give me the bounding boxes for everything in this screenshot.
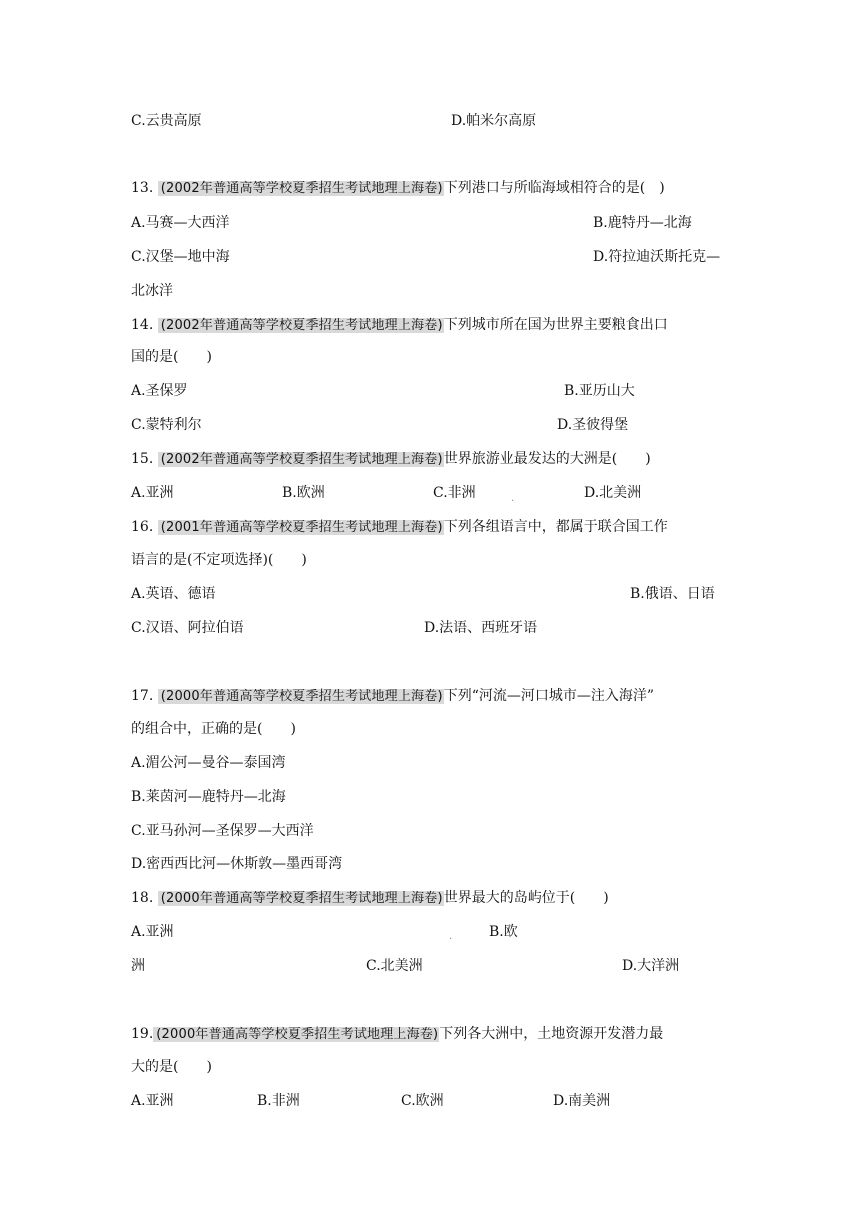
question-number: 19. [131, 1026, 154, 1042]
source-label: (2000年普通高等学校夏季招生考试地理上海卷) [158, 891, 444, 906]
q16-option-b: B.俄语、日语 [630, 586, 715, 602]
stray-dot-mark: . [511, 493, 515, 504]
question-stem: 下列各大洲中，土地资源开发潜力最 [439, 1026, 664, 1042]
q19-option-c: C.欧洲 [401, 1093, 444, 1109]
q19-option-a: A.亚洲 [131, 1093, 174, 1109]
q17-stem-cont: 的组合中，正确的是( ) [131, 721, 296, 737]
source-label: (2002年普通高等学校夏季招生考试地理上海卷) [158, 452, 444, 467]
question-number: 15. [131, 451, 154, 467]
q14-stem-line [131, 315, 668, 335]
q15-option-d: D.北美洲 [584, 485, 642, 501]
q14-stem-cont: 国的是( ) [131, 349, 212, 365]
q15-stem-line [131, 449, 651, 469]
q18-option-b: B.欧 [489, 924, 518, 940]
q19-option-d: D.南美洲 [553, 1093, 611, 1109]
question-number: 18. [131, 890, 154, 906]
question-stem: 下列城市所在国为世界主要粮食出口 [443, 317, 668, 333]
question-stem: 世界旅游业最发达的大洲是( ) [443, 451, 651, 467]
q15-option-a: A.亚洲 [131, 485, 174, 501]
q18-option-d: D.大洋洲 [622, 958, 680, 974]
q16-option-a: A.英语、德语 [131, 586, 216, 602]
q16-option-d: D.法语、西班牙语 [424, 620, 538, 636]
q19-stem-cont: 大的是( ) [131, 1059, 212, 1075]
source-label: (2002年普通高等学校夏季招生考试地理上海卷) [158, 318, 444, 333]
q16-option-c: C.汉语、阿拉伯语 [131, 620, 244, 636]
q18-option-b-cont: 洲 [131, 958, 145, 974]
q19-stem-line [131, 1024, 663, 1044]
q19-option-b: B.非洲 [257, 1093, 300, 1109]
question-stem: 世界最大的岛屿位于( ) [443, 890, 609, 906]
question-number: 14. [131, 317, 154, 333]
q15-option-c: C.非洲 [433, 485, 476, 501]
q17-option-a: A.湄公河—曼谷—泰国湾 [131, 755, 286, 771]
q17-option-b: B.莱茵河—鹿特丹—北海 [131, 789, 286, 805]
q18-option-a: A.亚洲 [131, 924, 174, 940]
source-label: (2002年普通高等学校夏季招生考试地理上海卷) [158, 181, 444, 196]
source-label: (2001年普通高等学校夏季招生考试地理上海卷) [158, 520, 444, 535]
q18-stem-line [131, 888, 609, 908]
question-stem: 下列港口与所临海域相符合的是( ) [443, 180, 665, 196]
stray-dot-mark: . [449, 931, 453, 942]
q13-option-c: C.汉堡—地中海 [131, 249, 230, 265]
q14-option-d: D.圣彼得堡 [557, 417, 629, 433]
q17-option-d: D.密西西比河—休斯敦—墨西哥湾 [131, 856, 343, 872]
question-number: 13. [131, 180, 154, 196]
q16-stem-cont: 语言的是(不定项选择)( ) [131, 552, 307, 568]
q14-option-b: B.亚历山大 [564, 383, 635, 399]
q17-stem-line [131, 686, 654, 706]
question-number: 16. [131, 519, 154, 535]
q18-option-c: C.北美洲 [366, 958, 423, 974]
q14-option-a: A.圣保罗 [131, 383, 188, 399]
q16-stem-line [131, 517, 668, 537]
source-label: (2000年普通高等学校夏季招生考试地理上海卷) [153, 1027, 439, 1042]
source-label: (2000年普通高等学校夏季招生考试地理上海卷) [158, 689, 444, 704]
q13-option-b: B.鹿特丹—北海 [593, 215, 692, 231]
q13-option-d-cont: 北冰洋 [131, 283, 173, 299]
q13-option-a: A.马赛—大西洋 [131, 215, 230, 231]
q17-option-c: C.亚马孙河—圣保罗—大西洋 [131, 823, 314, 839]
question-stem: 下列各组语言中，都属于联合国工作 [443, 519, 668, 535]
question-number: 17. [131, 688, 154, 704]
q13-option-d: D.符拉迪沃斯托克— [593, 249, 721, 265]
q12-option-d: D.帕米尔高原 [451, 113, 537, 129]
q13-stem-line [131, 178, 665, 198]
q15-option-b: B.欧洲 [282, 485, 325, 501]
question-stem: 下列“河流—河口城市—注入海洋” [443, 688, 655, 704]
q14-option-c: C.蒙特利尔 [131, 417, 202, 433]
q12-option-c: C.云贵高原 [131, 113, 202, 129]
